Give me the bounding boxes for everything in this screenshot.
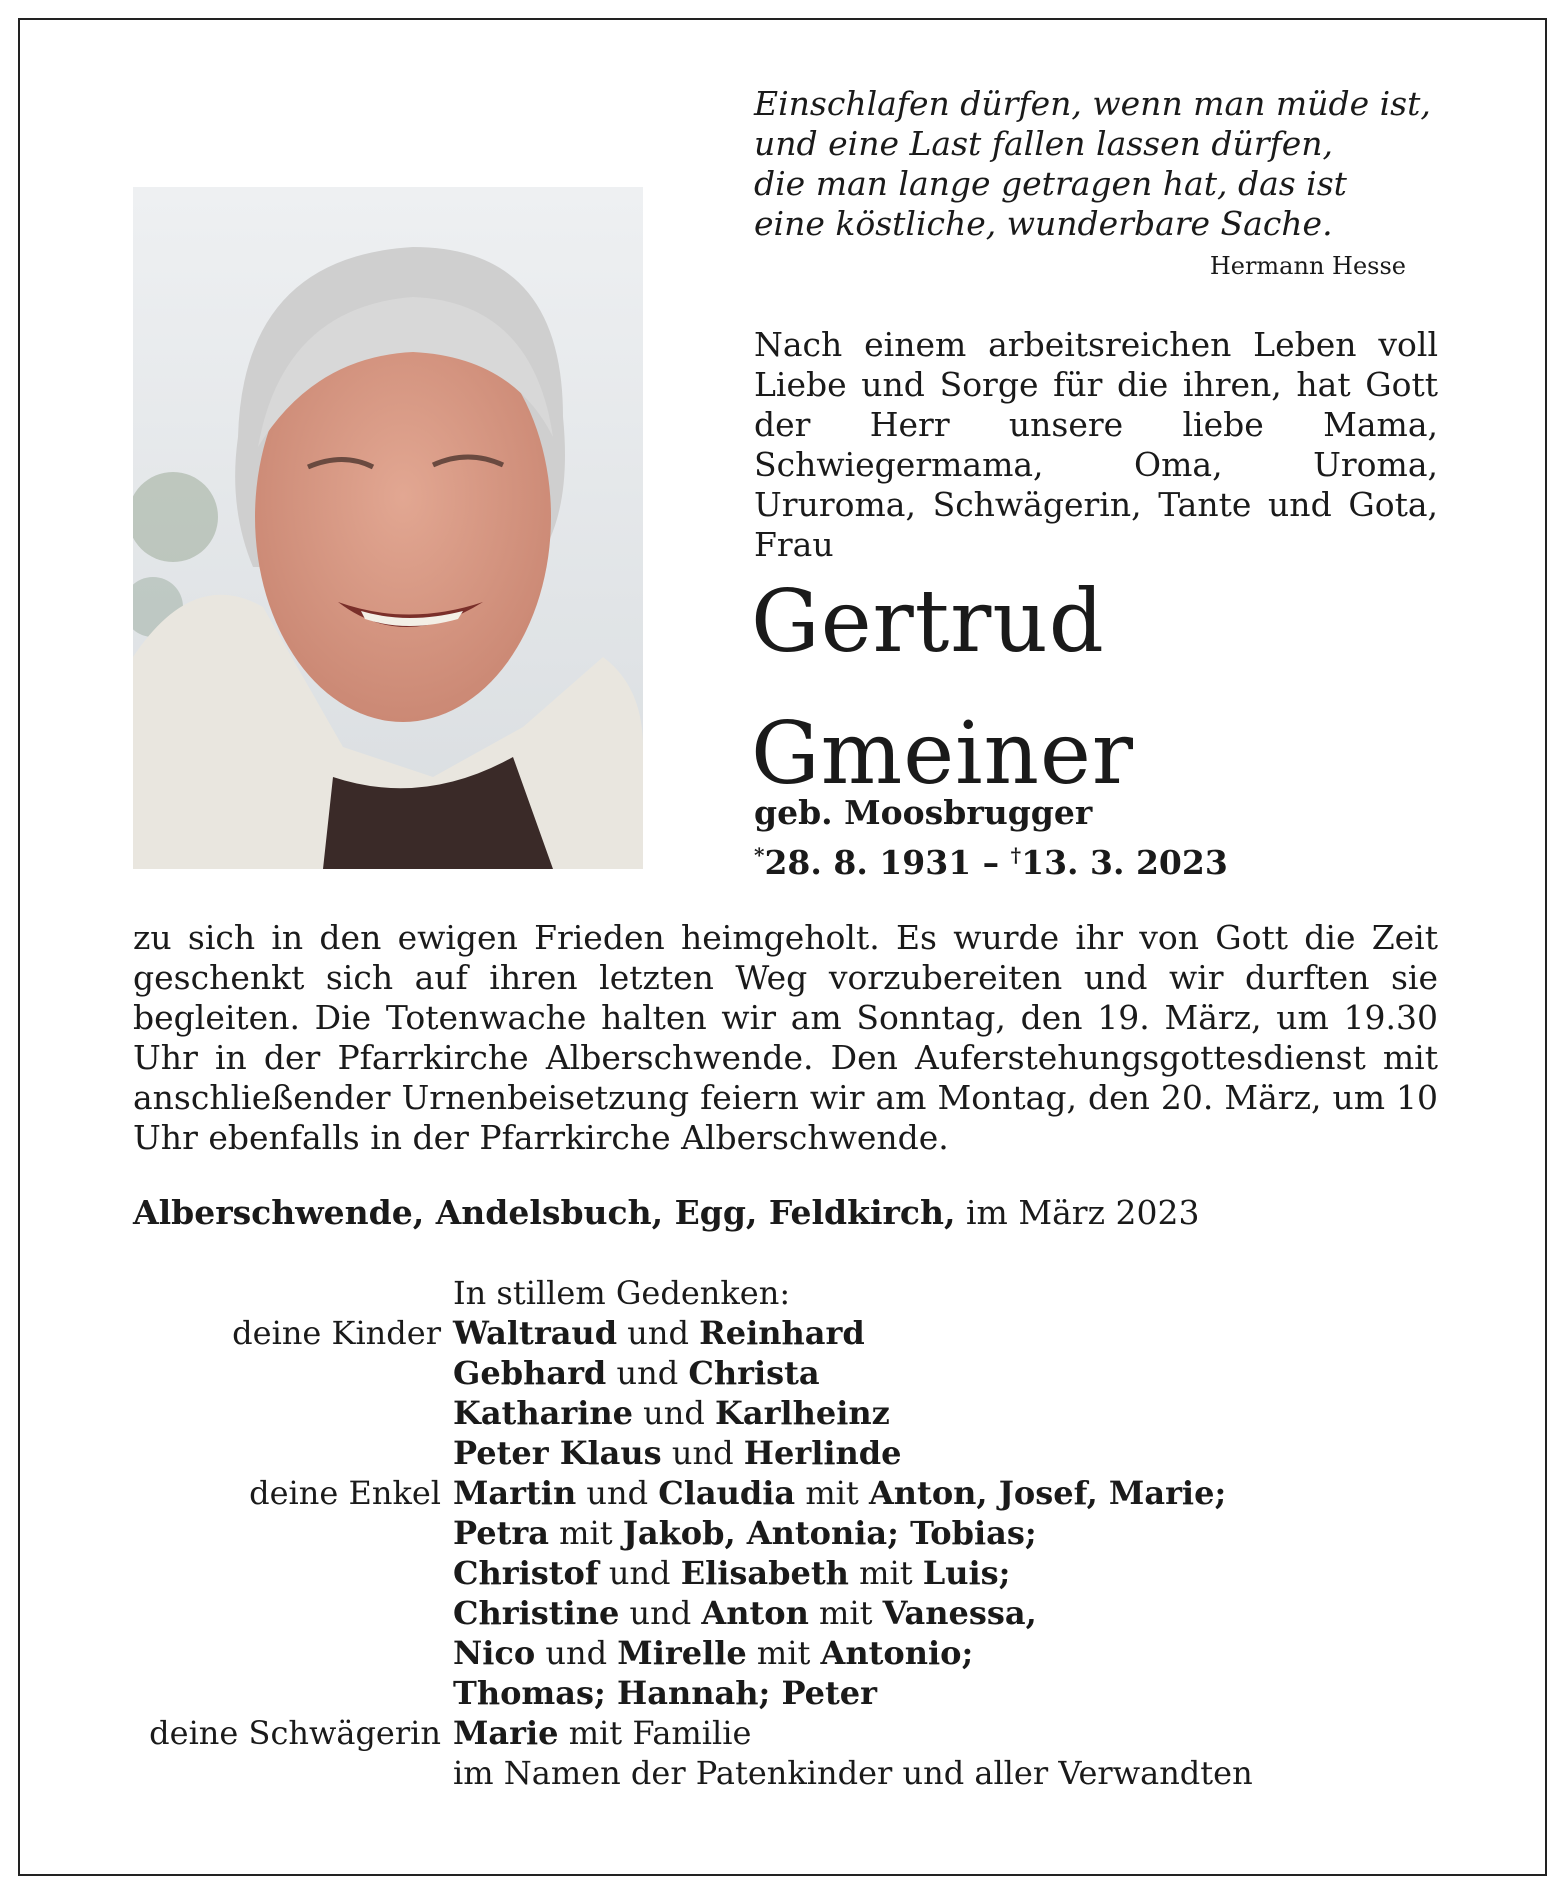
family-members [453, 1593, 1453, 1633]
birth-symbol: * [754, 843, 765, 867]
family-members [453, 1513, 1453, 1553]
family-member-name: Nico [453, 1634, 536, 1672]
family-member-name: Anton [701, 1594, 809, 1632]
family-relation-label: deine Kinder [232, 1314, 441, 1352]
family-connector: und [632, 1394, 716, 1432]
family-connector: und [617, 1314, 700, 1352]
family-relation-label: deine Enkel [249, 1474, 441, 1512]
family-row [133, 1313, 1453, 1353]
last-name: Gmeiner [751, 704, 1135, 804]
family-row [133, 1513, 1453, 1553]
family-member-name: Martin [453, 1474, 577, 1512]
family-member-name: Peter Klaus [453, 1434, 662, 1472]
family-member-name: Anton, Josef, Marie; [868, 1474, 1227, 1512]
quote-line: eine köstliche, wunderbare Sache. [754, 204, 1333, 243]
death-date: 13. 3. 2023 [1021, 843, 1228, 882]
family-row [133, 1713, 1453, 1753]
family-connector: mit Familie [558, 1714, 752, 1752]
family-members [453, 1673, 1453, 1713]
family-member-name: Luis; [922, 1554, 1011, 1592]
family-heading: In stillem Gedenken: [453, 1274, 791, 1312]
family-connector: mit [548, 1514, 623, 1552]
family-relation-label [133, 1433, 453, 1473]
family-relation-label [133, 1353, 453, 1393]
family-member-name: Jakob, Antonia; Tobias; [622, 1514, 1037, 1552]
family-member-name: Thomas; Hannah; Peter [453, 1674, 877, 1712]
death-symbol: † [1010, 843, 1022, 867]
quote-line: die man lange getragen hat, das ist [754, 164, 1347, 203]
date-separator: – [971, 843, 1011, 882]
family-connector: und [535, 1634, 618, 1672]
family-member-name: Gebhard [453, 1354, 607, 1392]
family-row [133, 1473, 1453, 1513]
family-connector: mit [795, 1474, 869, 1512]
family-connector: und [576, 1474, 659, 1512]
family-relation-label [133, 1673, 453, 1713]
family-connector: im Namen der Patenkinder und aller Verwandten [453, 1754, 1253, 1792]
family-row [133, 1553, 1453, 1593]
quote [754, 84, 1454, 244]
family-member-name: Herlinde [743, 1434, 902, 1472]
family-members [453, 1473, 1453, 1513]
family-connector: mit [848, 1554, 923, 1592]
family-member-name: Reinhard [699, 1314, 865, 1352]
family-connector: und [619, 1594, 702, 1632]
family-members [453, 1393, 1453, 1433]
family-members [453, 1433, 1453, 1473]
family-member-name: Christa [688, 1354, 820, 1392]
family-member-name: Waltraud [453, 1314, 618, 1352]
family-relation-label [133, 1513, 453, 1553]
family-member-name: Elisabeth [680, 1554, 849, 1592]
family-members [453, 1753, 1453, 1793]
family-row [133, 1633, 1453, 1673]
obituary-page [18, 18, 1547, 1876]
family-member-name: Marie [453, 1714, 559, 1752]
family-member-name: Vanessa, [882, 1594, 1037, 1632]
family-member-name: Petra [453, 1514, 549, 1552]
family-members [453, 1553, 1453, 1593]
family-row [133, 1393, 1453, 1433]
family-member-name: Christof [453, 1554, 599, 1592]
quote-line: und eine Last fallen lassen dürfen, [754, 124, 1334, 163]
family-connector: und [661, 1434, 744, 1472]
family-row [133, 1593, 1453, 1633]
deceased-name [751, 556, 1451, 820]
family-members [453, 1713, 1453, 1753]
family-relation-label [133, 1393, 453, 1433]
birth-date: 28. 8. 1931 [764, 843, 972, 882]
family-relation-label [133, 1633, 453, 1673]
place-date-line [133, 1193, 1199, 1233]
family-relation-label [133, 1753, 453, 1793]
family-row [133, 1353, 1453, 1393]
intro-text: Nach einem arbeitsreichen Leben voll Liebe und Sorge für die ihren, hat Gott der Herr unsere liebe Mama, Schwiegermama, Oma, Uroma, Ururoma, Schwägerin, Tante und Gota, Frau [754, 325, 1438, 564]
family-row [133, 1433, 1453, 1473]
portrait-photo [133, 187, 643, 869]
family-connector: mit [808, 1594, 883, 1632]
family-members [453, 1353, 1453, 1393]
places: Alberschwende, Andelsbuch, Egg, Feldkirch, [133, 1193, 956, 1232]
family-relation-label [133, 1553, 453, 1593]
family-row [133, 1673, 1453, 1713]
family-member-name: Christine [453, 1594, 620, 1632]
family-members [453, 1313, 1453, 1353]
maiden-name: geb. Moosbrugger [754, 793, 1093, 832]
first-name: Gertrud [751, 572, 1105, 672]
family-connector: mit [746, 1634, 821, 1672]
family-member-name: Mirelle [617, 1634, 747, 1672]
family-relation-label [133, 1593, 453, 1633]
family-connector: und [598, 1554, 681, 1592]
family-member-name: Claudia [658, 1474, 796, 1512]
family-member-name: Karlheinz [715, 1394, 890, 1432]
family-connector: und [606, 1354, 689, 1392]
life-dates [754, 834, 1228, 884]
family-row [133, 1753, 1453, 1793]
family-list [133, 1273, 1453, 1793]
portrait-photo-icon [133, 187, 643, 869]
family-member-name: Antonio; [820, 1634, 974, 1672]
quote-author: Hermann Hesse [1209, 252, 1406, 280]
quote-line: Einschlafen dürfen, wenn man müde ist, [754, 84, 1431, 123]
place-date: im März 2023 [966, 1193, 1200, 1232]
family-members [453, 1633, 1453, 1673]
body-text: zu sich in den ewigen Frieden heimgeholt. Es wurde ihr von Gott die Zeit geschenkt sich auf ihren letzten Weg vorzubereiten und wir durften sie begleiten. Die Totenwache halten wir am Sonntag, den 19. März, um 19.30 Uhr in der Pfarrkirche Alberschwende. Den Auferstehungsgottesdienst mit anschließender Urnenbeisetzung feiern wir am Montag, den 20. März, um 10 Uhr ebenfalls in der Pfarrkirche Alberschwende. [133, 918, 1438, 1157]
family-member-name: Katharine [453, 1394, 633, 1432]
family-relation-label: deine Schwägerin [149, 1714, 441, 1752]
family-heading-row [133, 1273, 1453, 1313]
